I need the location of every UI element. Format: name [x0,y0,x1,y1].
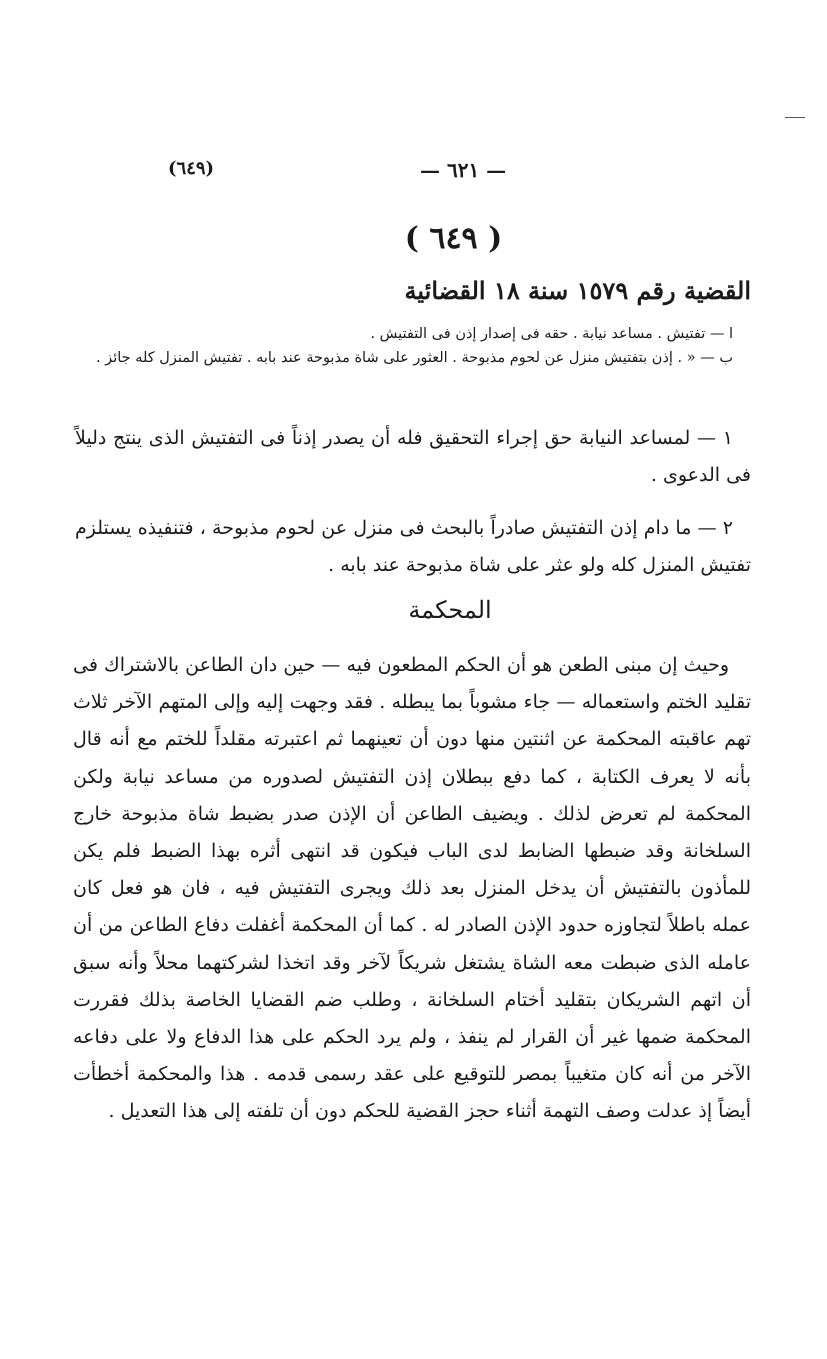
principle-1-text: ١ — لمساعد النيابة حق إجراء التحقيق فله أن يصدر إذناً فى التفتيش الذى ينتج دليلاً فى الدعوى . [75,427,751,486]
summary-item-b: ب — « . إذن بتفتيش منزل عن لحوم مذبوحة . العثور على شاة مذبوحة عند بابه . تفتيش المنزل كله جائز . [95,350,733,366]
page-header [0,158,827,188]
page-number: — ٦٢١ — [420,158,507,182]
principle-1 [75,420,751,494]
principle-2 [75,510,751,584]
case-summary [71,322,751,370]
case-title: القضية رقم ١٥٧٩ سنة ١٨ القضائية [404,276,751,305]
header-case-ref: (٦٤٩) [168,158,215,179]
case-number: ( ٦٤٩ ) [404,221,503,256]
court-ruling [73,647,751,1131]
margin-mark [785,117,805,118]
principle-2-text: ٢ — ما دام إذن التفتيش صادراً بالبحث فى منزل عن لحوم مذبوحة ، فتنفيذه يستلزم تفتيش المنزل كله ولو عثر على شاة مذبوحة عند بابه . [75,517,751,576]
summary-item-a: ا — تفتيش . مساعد نيابة . حقه فى إصدار إذن فى التفتيش . [370,326,733,342]
court-heading: المحكمة [408,596,492,624]
ruling-paragraph: وحيث إن مبنى الطعن هو أن الحكم المطعون فيه — حين دان الطاعن بالاشتراك فى تقليد الختم واستعماله — جاء مشوباً بما يبطله . فقد وجهت إليه وإلى المتهم الآخر ثلاث تهم عاقبته المحكمة عن اثنتين منها دون أن تعينهما ثم اعتبرته مقلداً للختم مع أنه قال بأنه لا يعرف الكتابة ، كما دفع ببطلان إذن التفتيش لصدوره من مساعد نيابة ولكن المحكمة لم تعرض لذلك . ويضيف الطاعن أن الإذن صدر بضبط شاة مذبوحة خارج السلخانة وقد ضبطها الضابط لدى الباب فيكون قد انتهى أثره بهذا الضبط فلم يكن للمأذون بالتفتيش أن يدخل المنزل بعد ذلك ويجرى التفتيش فيه ، فان هو فعل كان عمله باطلاً لتجاوزه حدود الإذن الصادر له . كما أن المحكمة أغفلت دفاع الطاعن من أن عامله الذى ضبطت معه الشاة يشتغل شريكاً لآخر وقد اتخذا لشركتهما محلاً وأنه سبق أن اتهم الشريكان بتقليد أختام السلخانة ، وطلب ضم القضايا الخاصة بذلك فقررت المحكمة ضمها غير أن القرار لم ينفذ ، ولم يرد الحكم على هذا الدفاع ولا على دفاعه الآخر من أنه كان متغيباً بمصر للتوقيع على عقد رسمى قدمه . هذا والمحكمة أخطأت أيضاً إذ عدلت وصف التهمة أثناء حجز القضية للحكم دون أن تلفته إلى هذا التعديل . [73,654,751,1123]
